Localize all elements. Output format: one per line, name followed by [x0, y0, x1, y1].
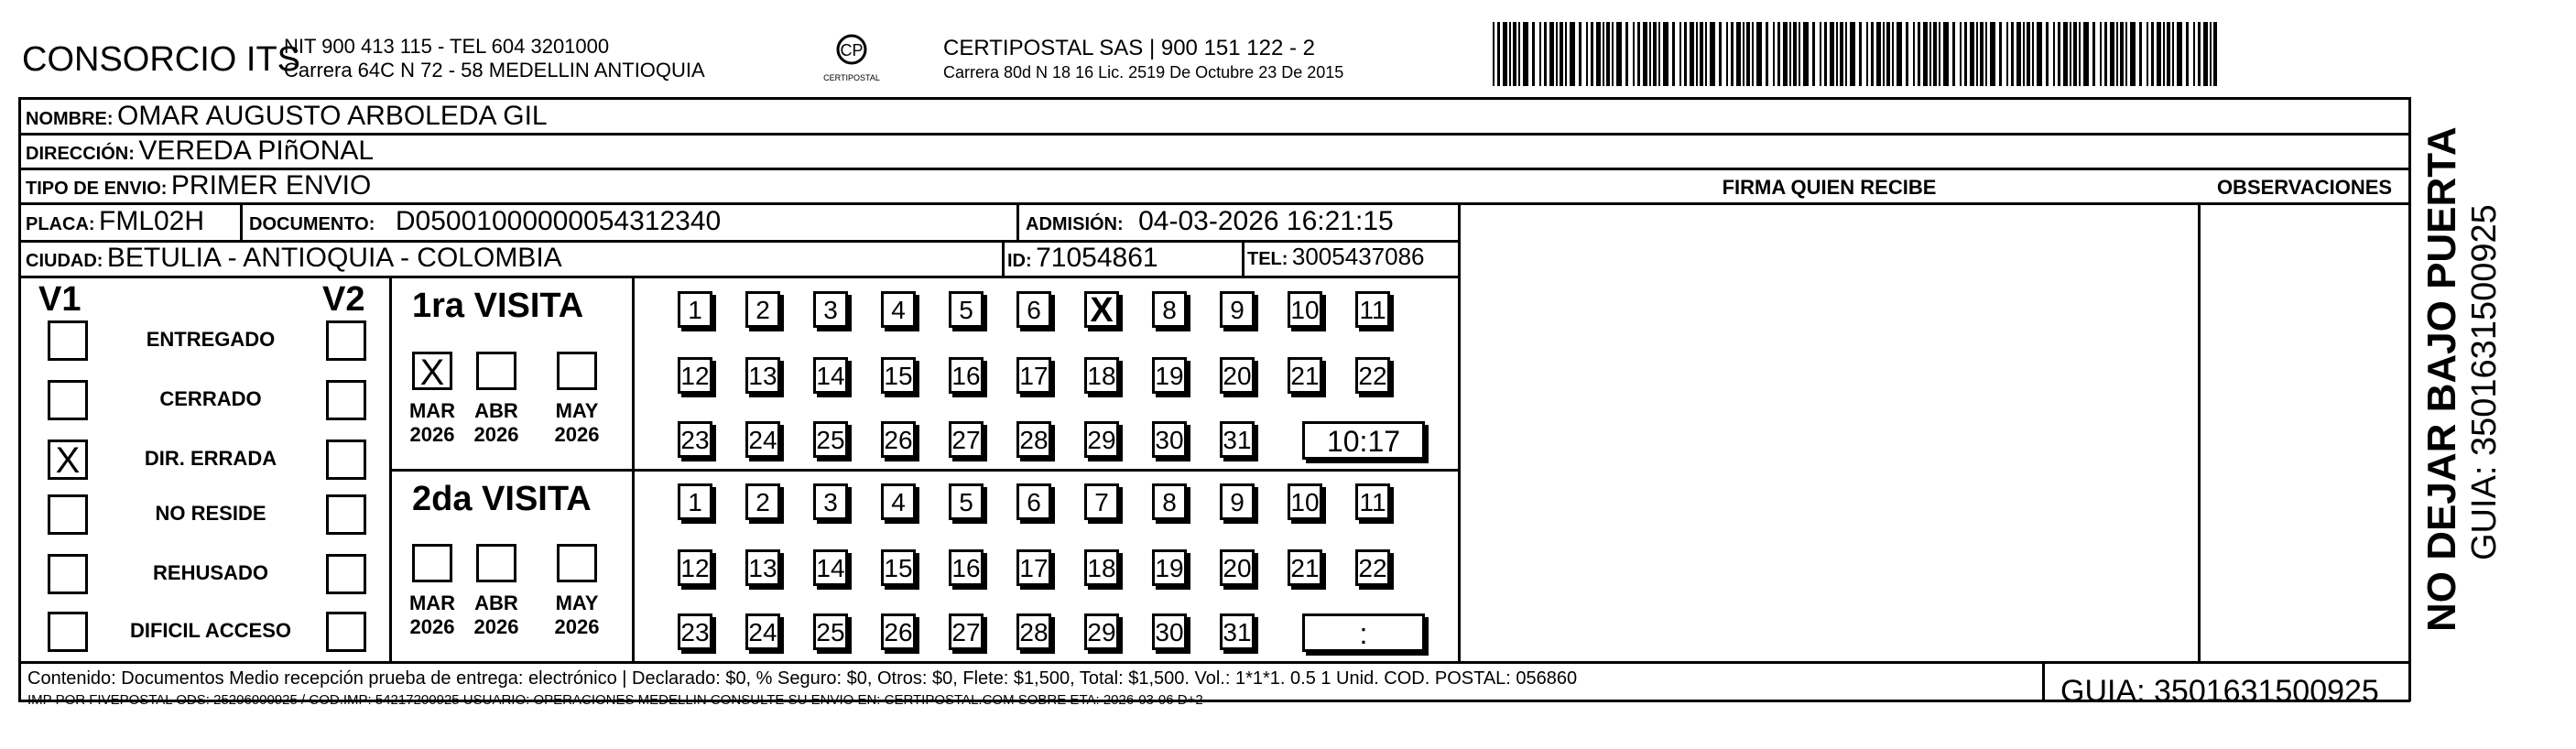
logo-text: CERTIPOSTAL	[823, 73, 880, 82]
status-v2-checkbox[interactable]	[326, 440, 366, 480]
barcode-bar	[1653, 22, 1657, 86]
day-box[interactable]: 9	[1220, 291, 1255, 328]
admision-label: ADMISIÓN:	[1026, 214, 1124, 234]
barcode-bar	[1643, 22, 1647, 86]
day-box[interactable]: 26	[881, 421, 916, 458]
day-box[interactable]: 29	[1084, 613, 1119, 650]
nombre-label: NOMBRE:	[26, 109, 114, 129]
barcode-bar	[1679, 22, 1681, 86]
barcode-bar	[1649, 22, 1651, 86]
barcode-bar	[1918, 22, 1920, 86]
nombre-row	[26, 101, 548, 132]
side-guia: GUIA: 3501631500925	[2465, 204, 2504, 560]
day-mark: X	[1090, 291, 1114, 330]
tipo-label: TIPO DE ENVIO:	[26, 179, 168, 199]
barcode-bar	[2011, 22, 2014, 86]
barcode-bar	[2110, 22, 2114, 86]
nombre-value: OMAR AUGUSTO ARBOLEDA GIL	[117, 101, 548, 131]
visit2-time[interactable]: :	[1302, 613, 1425, 652]
status-v1-checkbox[interactable]	[48, 320, 88, 361]
month-label: ABR 2026	[473, 399, 519, 446]
observations-area[interactable]	[2201, 205, 2407, 659]
barcode-bar	[1612, 22, 1614, 86]
admision-value: 04-03-2026 16:21:15	[1138, 206, 1394, 236]
status-v1-checkbox[interactable]	[48, 494, 88, 535]
documento-label: DOCUMENTO:	[249, 214, 375, 234]
day-box[interactable]: 3	[813, 291, 848, 328]
barcode-bar	[1836, 22, 1838, 86]
barcode-bar	[1990, 22, 1995, 86]
month-checkbox[interactable]: X	[412, 352, 452, 390]
day-box[interactable]: 31	[1220, 613, 1255, 650]
barcode-bar	[1820, 22, 1821, 86]
barcode-bar	[1913, 22, 1915, 86]
direccion-row	[26, 136, 374, 167]
barcode-bar	[1556, 22, 1558, 86]
barcode-bar	[2023, 22, 2025, 86]
barcode-bar	[1933, 22, 1937, 86]
barcode-bar	[1705, 22, 1707, 86]
day-box[interactable]: 7	[1084, 483, 1119, 520]
barcode-bar	[1690, 22, 1694, 86]
barcode-bar	[2163, 22, 2165, 86]
day-box[interactable]: 25	[813, 613, 848, 650]
barcode-bar	[1897, 22, 1902, 86]
barcode-bar	[2213, 22, 2217, 86]
barcode-bar	[1960, 22, 1962, 86]
barcode-bar	[1637, 22, 1640, 86]
barcode-bar	[2147, 22, 2148, 86]
month-checkbox[interactable]	[476, 352, 516, 390]
barcode-bar	[1606, 22, 1610, 86]
barcode-bar	[2125, 22, 2127, 86]
day-box[interactable]: 2	[745, 291, 780, 328]
day-box[interactable]: 24	[745, 613, 780, 650]
firma-label: FIRMA QUIEN RECIBE	[1722, 176, 1937, 199]
barcode-bar	[1586, 22, 1588, 86]
day-box[interactable]: 20	[1220, 549, 1255, 586]
footer-guia: GUIA: 3501631500925	[2060, 674, 2379, 709]
barcode-bar	[1719, 22, 1722, 86]
barcode-bar	[1783, 22, 1788, 86]
barcode-bar	[1752, 22, 1754, 86]
barcode-bar	[1939, 22, 1940, 86]
barcode-bar	[1549, 22, 1554, 86]
barcode-bar	[2092, 22, 2095, 86]
day-box[interactable]: 23	[678, 421, 712, 458]
barcode-bar	[1710, 22, 1715, 86]
day-box[interactable]: 10	[1288, 483, 1322, 520]
barcode-bar	[1591, 22, 1593, 86]
barcode-bar	[1696, 22, 1698, 86]
barcode-bar	[1513, 22, 1516, 86]
barcode-bar	[2186, 22, 2189, 86]
barcode-bar	[2172, 22, 2174, 86]
barcode-bar	[1892, 22, 1894, 86]
barcode-bar	[1799, 22, 1800, 86]
ciudad-label: CIUDAD:	[26, 251, 103, 271]
placa-label: PLACA:	[26, 214, 95, 234]
day-box[interactable]	[1084, 291, 1119, 328]
barcode-bar	[1746, 22, 1750, 86]
barcode-bar	[1756, 22, 1762, 86]
barcode-bar	[2027, 22, 2030, 86]
status-v2-checkbox[interactable]	[326, 554, 366, 594]
barcode-bar	[1980, 22, 1984, 86]
status-v2-checkbox[interactable]	[326, 380, 366, 420]
day-box[interactable]: 17	[1016, 357, 1051, 394]
day-box[interactable]: 29	[1084, 421, 1119, 458]
day-box[interactable]: 30	[1152, 613, 1187, 650]
day-box[interactable]: 14	[813, 549, 848, 586]
tel-value: 3005437086	[1291, 243, 1425, 270]
barcode-bar	[1906, 22, 1908, 86]
signature-area[interactable]	[1462, 205, 2196, 659]
day-box[interactable]: 20	[1220, 357, 1255, 394]
day-box[interactable]: 30	[1152, 421, 1187, 458]
status-label: CERRADO	[159, 387, 262, 410]
month-label: ABR 2026	[473, 592, 519, 638]
barcode-bar	[1976, 22, 1978, 86]
admision-row	[1026, 206, 1394, 237]
day-box[interactable]: 25	[813, 421, 848, 458]
barcode-bar	[1850, 22, 1855, 86]
day-box[interactable]: 5	[949, 483, 984, 520]
barcode-bar	[2167, 22, 2170, 86]
day-box[interactable]: 28	[1016, 613, 1051, 650]
direccion-label: DIRECCIÓN:	[26, 144, 135, 164]
barcode-bar	[1539, 22, 1541, 86]
barcode-bar	[1871, 22, 1874, 86]
barcode-bar	[2193, 22, 2195, 86]
barcode-bar	[1532, 22, 1535, 86]
month-label: MAR 2026	[408, 399, 456, 446]
status-v1-checkbox[interactable]	[48, 554, 88, 594]
barcode-bar	[2139, 22, 2142, 86]
barcode-bar	[1859, 22, 1862, 86]
footer-line-2: IMP POR FIVEPOSTAL ODS: 25206000925 / COD.IMP: 54217200925 USUARIO: OPERACIONES MEDELLIN CONSULTE SU ENVIO EN: CERTIPOSTAL.COM SOBRE ETA: 2026-03-06 D+2	[27, 692, 1203, 708]
day-box[interactable]: 15	[881, 549, 916, 586]
barcode-bar	[1943, 22, 1949, 86]
day-box[interactable]: 1	[678, 483, 712, 520]
visit1-title: 1ra VISITA	[412, 287, 584, 325]
id-label: ID:	[1007, 251, 1032, 271]
day-box[interactable]: 27	[949, 421, 984, 458]
barcode-bar	[2177, 22, 2182, 86]
day-box[interactable]: 6	[1016, 483, 1051, 520]
day-box[interactable]: 13	[745, 549, 780, 586]
barcode-bar	[1736, 22, 1741, 86]
barcode-bar	[2070, 22, 2071, 86]
day-box[interactable]: 9	[1220, 483, 1255, 520]
company-name: CONSORCIO ITS	[22, 40, 301, 79]
side-warning: NO DEJAR BAJO PUERTA	[2419, 126, 2464, 632]
barcode-bar	[1840, 22, 1843, 86]
barcode-bar	[1929, 22, 1931, 86]
day-box[interactable]: 21	[1288, 549, 1322, 586]
status-v1-checkbox[interactable]	[48, 612, 88, 652]
barcode-bar	[1923, 22, 1928, 86]
day-box[interactable]: 6	[1016, 291, 1051, 328]
barcode-bar	[2100, 22, 2102, 86]
day-box[interactable]: 18	[1084, 357, 1119, 394]
month-checkbox[interactable]	[476, 544, 516, 582]
day-box[interactable]: 17	[1016, 549, 1051, 586]
status-label: DIR. ERRADA	[144, 447, 277, 470]
day-box[interactable]: 22	[1355, 549, 1390, 586]
barcode-bar	[1518, 22, 1520, 86]
barcode-bar	[2210, 22, 2212, 86]
day-box[interactable]: 8	[1152, 483, 1187, 520]
barcode-bar	[1509, 22, 1511, 86]
barcode-bar	[1789, 22, 1791, 86]
barcode-bar	[1766, 22, 1768, 86]
barcode-bar	[1658, 22, 1660, 86]
barcode-bar	[2157, 22, 2161, 86]
company-address: Carrera 64C N 72 - 58 MEDELLIN ANTIOQUIA	[284, 59, 705, 81]
barcode-bar	[2203, 22, 2208, 86]
day-box[interactable]: 26	[881, 613, 916, 650]
status-v1-checkbox[interactable]	[48, 380, 88, 420]
svg-text:CP: CP	[840, 41, 864, 60]
carrier-line-1: CERTIPOSTAL SAS | 900 151 122 - 2	[943, 36, 1315, 60]
barcode-bar	[2116, 22, 2118, 86]
barcode-bar	[1803, 22, 1809, 86]
barcode-bar	[1876, 22, 1881, 86]
day-box[interactable]: 5	[949, 291, 984, 328]
visit1-time[interactable]: 10:17	[1302, 421, 1425, 460]
placa-row	[26, 206, 204, 237]
v1-label: V1	[38, 280, 82, 319]
tel-label: TEL:	[1247, 249, 1288, 269]
barcode-bar	[2198, 22, 2201, 86]
barcode-bar	[1952, 22, 1955, 86]
barcode-bar	[1523, 22, 1528, 86]
barcode	[1493, 22, 2225, 86]
barcode-bar	[1497, 22, 1500, 86]
documento-value: D05001000000054312340	[395, 206, 722, 236]
day-box[interactable]: 8	[1152, 291, 1187, 328]
day-box[interactable]: 4	[881, 291, 916, 328]
day-box[interactable]: 28	[1016, 421, 1051, 458]
certipostal-logo	[815, 31, 888, 86]
day-box[interactable]: 22	[1355, 357, 1390, 394]
barcode-bar	[1700, 22, 1703, 86]
barcode-bar	[1773, 22, 1775, 86]
barcode-bar	[1493, 22, 1495, 86]
status-v1-checkbox[interactable]: X	[48, 440, 88, 480]
barcode-bar	[1985, 22, 1987, 86]
tipo-value: PRIMER ENVIO	[170, 170, 372, 201]
day-box[interactable]: 13	[745, 357, 780, 394]
status-v2-checkbox[interactable]	[326, 494, 366, 535]
observaciones-label: OBSERVACIONES	[2216, 176, 2393, 199]
barcode-bar	[1544, 22, 1547, 86]
month-checkbox[interactable]	[557, 352, 597, 390]
day-box[interactable]: 2	[745, 483, 780, 520]
barcode-bar	[2063, 22, 2068, 86]
day-box[interactable]: 19	[1152, 549, 1187, 586]
day-box[interactable]: 23	[678, 613, 712, 650]
barcode-bar	[1565, 22, 1567, 86]
barcode-bar	[1579, 22, 1581, 86]
barcode-bar	[1970, 22, 1974, 86]
barcode-bar	[2130, 22, 2136, 86]
barcode-bar	[1845, 22, 1847, 86]
barcode-bar	[2151, 22, 2154, 86]
barcode-bar	[1672, 22, 1675, 86]
barcode-bar	[1999, 22, 2002, 86]
status-label: REHUSADO	[153, 561, 268, 584]
barcode-bar	[1731, 22, 1734, 86]
day-box[interactable]: 12	[678, 549, 712, 586]
tipo-row	[26, 170, 371, 201]
barcode-bar	[1663, 22, 1668, 86]
barcode-bar	[1633, 22, 1635, 86]
barcode-bar	[2083, 22, 2089, 86]
month-label: MAY 2026	[554, 592, 600, 638]
barcode-bar	[1726, 22, 1728, 86]
day-box[interactable]: 16	[949, 549, 984, 586]
visit2-title: 2da VISITA	[412, 480, 592, 518]
barcode-bar	[1570, 22, 1575, 86]
day-box[interactable]: 15	[881, 357, 916, 394]
barcode-bar	[1886, 22, 1890, 86]
barcode-bar	[1625, 22, 1628, 86]
day-box[interactable]: 16	[949, 357, 984, 394]
month-checkbox[interactable]	[412, 544, 452, 582]
barcode-bar	[1684, 22, 1687, 86]
barcode-bar	[1743, 22, 1745, 86]
barcode-bar	[1560, 22, 1563, 86]
tel-row	[1247, 243, 1425, 271]
barcode-bar	[2053, 22, 2055, 86]
day-box[interactable]: 21	[1288, 357, 1322, 394]
ciudad-row	[26, 243, 562, 274]
barcode-bar	[1777, 22, 1780, 86]
barcode-bar	[1616, 22, 1622, 86]
barcode-bar	[1503, 22, 1507, 86]
barcode-bar	[2037, 22, 2042, 86]
barcode-bar	[2016, 22, 2021, 86]
barcode-bar	[2073, 22, 2077, 86]
day-box[interactable]: 4	[881, 483, 916, 520]
day-box[interactable]: 14	[813, 357, 848, 394]
barcode-bar	[1812, 22, 1815, 86]
footer-line-1: Contenido: Documentos Medio recepción prueba de entrega: electrónico | Declarado: $0, % Seguro: $0, Otros: $0, Flete: $1,500, Total: $1,500. Vol.: 1*1*1. 0.5 1 Unid. COD. POSTAL: 056860	[27, 668, 1578, 689]
direccion-value: VEREDA PIñONAL	[138, 136, 375, 166]
day-box[interactable]: 27	[949, 613, 984, 650]
month-label: MAR 2026	[408, 592, 456, 638]
status-v2-checkbox[interactable]	[326, 612, 366, 652]
barcode-bar	[1830, 22, 1834, 86]
id-row	[1007, 243, 1158, 274]
day-box[interactable]: 11	[1355, 291, 1390, 328]
day-box[interactable]: 11	[1355, 483, 1390, 520]
documento-row	[249, 206, 721, 237]
barcode-bar	[1603, 22, 1604, 86]
barcode-bar	[1883, 22, 1885, 86]
day-box[interactable]: 3	[813, 483, 848, 520]
company-nit: NIT 900 413 115 - TEL 604 3201000	[284, 35, 610, 58]
barcode-bar	[1866, 22, 1868, 86]
status-label: DIFICIL ACCESO	[129, 619, 291, 642]
id-value: 71054861	[1036, 243, 1158, 273]
day-box[interactable]: 19	[1152, 357, 1187, 394]
barcode-bar	[1596, 22, 1601, 86]
barcode-bar	[1793, 22, 1797, 86]
month-label: MAY 2026	[554, 399, 600, 446]
ciudad-value: BETULIA - ANTIOQUIA - COLOMBIA	[106, 243, 562, 273]
carrier-line-2: Carrera 80d N 18 16 Lic. 2519 De Octubre 23 De 2015	[943, 63, 1344, 81]
day-box[interactable]: 1	[678, 291, 712, 328]
barcode-bar	[2079, 22, 2081, 86]
day-box[interactable]: 18	[1084, 549, 1119, 586]
barcode-bar	[2104, 22, 2107, 86]
barcode-bar	[2006, 22, 2008, 86]
day-box[interactable]: 31	[1220, 421, 1255, 458]
barcode-bar	[2058, 22, 2060, 86]
status-label: NO RESIDE	[155, 502, 266, 525]
v2-label: V2	[322, 280, 365, 319]
status-v2-checkbox[interactable]	[326, 320, 366, 361]
placa-value: FML02H	[99, 206, 205, 236]
barcode-bar	[2120, 22, 2124, 86]
barcode-bar	[2032, 22, 2034, 86]
day-box[interactable]: 24	[745, 421, 780, 458]
barcode-bar	[1964, 22, 1967, 86]
barcode-bar	[2046, 22, 2049, 86]
barcode-bar	[1824, 22, 1827, 86]
month-checkbox[interactable]	[557, 544, 597, 582]
status-label: ENTREGADO	[146, 328, 276, 351]
day-box[interactable]: 10	[1288, 291, 1322, 328]
day-box[interactable]: 12	[678, 357, 712, 394]
